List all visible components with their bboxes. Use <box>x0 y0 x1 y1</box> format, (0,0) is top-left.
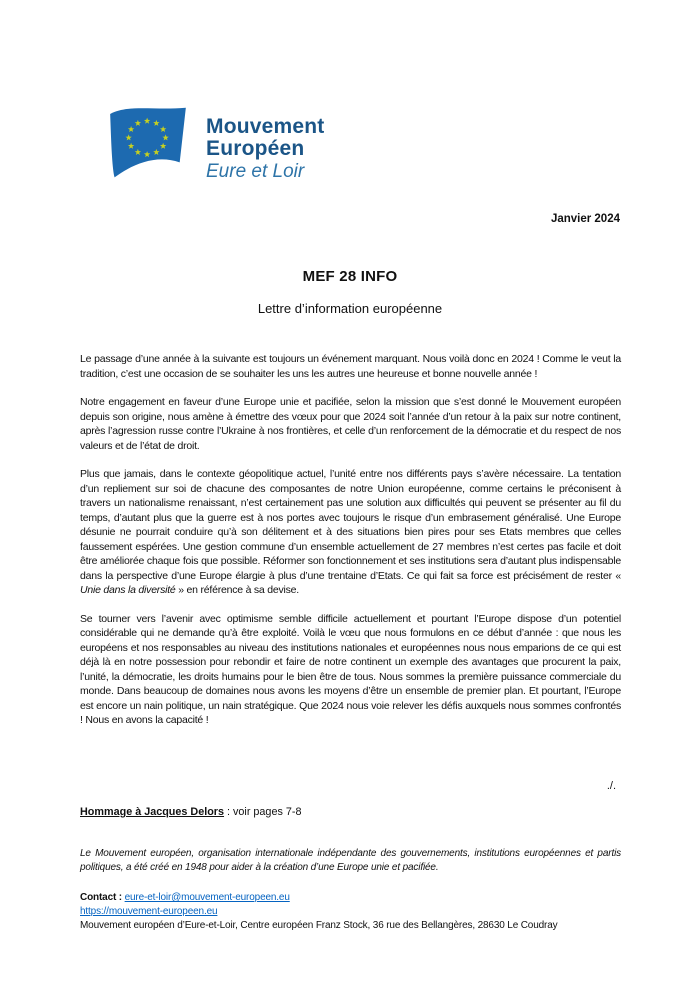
paragraph-3-end: » en référence à sa devise. <box>175 584 299 596</box>
letter-body <box>80 352 621 742</box>
contact-row <box>80 891 621 905</box>
website-row <box>80 905 621 919</box>
postal-address: Mouvement européen d’Eure-et-Loir, Centre européen Franz Stock, 36 rue des Bellangères, 28630 Le Coudray <box>80 920 558 931</box>
paragraph-4 <box>80 612 621 728</box>
eu-flag-icon <box>104 100 192 186</box>
paragraph-4-text: Se tourner vers l’avenir avec optimisme semble difficile actuellement et pourtant l’Europe dispose d’un potentiel considérable qui ne demande qu’à être exploité. Voilà le vœu que nous formulons en ce début d’année : que nous les européens et nos responsables au niveau des institutions nationales et européennes nous nous emparions de ce qui est déjà là en notre possession pour rebondir et faire de notre continent un exemple des avantages que procurent la paix, l’unité, la démocratie, les droits humains pour le bien être de tous. Nous sommes la première puissance commerciale du monde. Dans beaucoup de domaines nous avons les moyens d’être un ensemble de premier plan. Et pourtant, l’Europe est encore un nain politique, un nain stratégique. Que 2024 nous voie relever les défis auxquels nous sommes confrontés ! Nous en avons la capacité ! <box>80 612 621 726</box>
paragraph-2-text: Notre engagement en faveur d’une Europe unie et pacifiée, selon la mission que s’est donné le Mouvement européen depuis son origine, nous amène à émettre des vœux pour que 2024 soit l’année d’un retour à la paix sur notre continent, après l’agression russe contre l’Ukraine à nos frontières, et celle d’un renforcement de la démocratie et du respect de nos valeurs et de l’état de droit. <box>80 396 621 452</box>
paragraph-2 <box>80 395 621 453</box>
paragraph-1-text: Le passage d’une année à la suivante est toujours un événement marquant. Nous voilà donc en 2024 ! Comme le veut la tradition, c’est une occasion de se souhaiter les uns les autres une heureuse et bonne nouvelle année ! <box>80 353 621 380</box>
hommage-line <box>80 806 621 818</box>
website-link[interactable]: https://mouvement-europeen.eu <box>80 906 218 917</box>
paragraph-1 <box>80 352 621 381</box>
continuation-mark: ./. <box>606 780 616 792</box>
about-text: Le Mouvement européen, organisation internationale indépendante des gouvernements, institutions européennes et partis politiques, a été créé en 1948 pour aider à la création d’une Europe unie et pacifiée. <box>80 848 621 873</box>
footer <box>80 847 621 933</box>
contact-email-link[interactable]: eure-et-loir@mouvement-europeen.eu <box>124 892 290 903</box>
logo-text <box>206 100 324 186</box>
hommage-title: Hommage à Jacques Delors <box>80 806 225 818</box>
logo-region: Eure et Loir <box>206 161 305 182</box>
paragraph-3-text: Plus que jamais, dans le contexte géopolitique actuel, l’unité entre nos différents pays s’avère nécessaire. La tentation d’un repliement sur soi de chacune des composantes de notre Union européenne, comme certains le préconisent à travers un nationalisme renaissant, n’est certainement pas une solution aux difficultés qui peuvent se présenter au fil du temps, d’autant plus que la guerre est à nos portes avec toujours le risque d’un embrasement généralisé. Une Europe désunie ne pourrait conduire qu’à son délitement et à des situations bien pires pour ses Etats membres que celles faussement espérées. Une gestion commune d’un ensemble actuellement de 27 membres n’est certes pas facile et doit être améliorée chaque fois que possible. Réformer son fonctionnement et ses institutions sera d’autant plus indispensable dans la perspective d’une Europe élargie à plus d’une trentaine d’Etats. Ce qui fait sa force est précisément de rester « <box>80 468 621 582</box>
newsletter-title: MEF 28 INFO <box>302 268 398 285</box>
paragraph-3 <box>80 467 621 598</box>
newsletter-subtitle: Lettre d’information européenne <box>257 301 443 316</box>
contact-label: Contact : <box>80 892 125 903</box>
date: Janvier 2024 <box>550 213 620 225</box>
logo <box>104 100 324 186</box>
logo-org-line2: Européen <box>206 137 305 160</box>
hommage-note: : voir pages 7-8 <box>224 806 302 818</box>
motto-italic: Unie dans la diversité <box>80 584 176 596</box>
logo-org-line1: Mouvement <box>206 115 325 138</box>
